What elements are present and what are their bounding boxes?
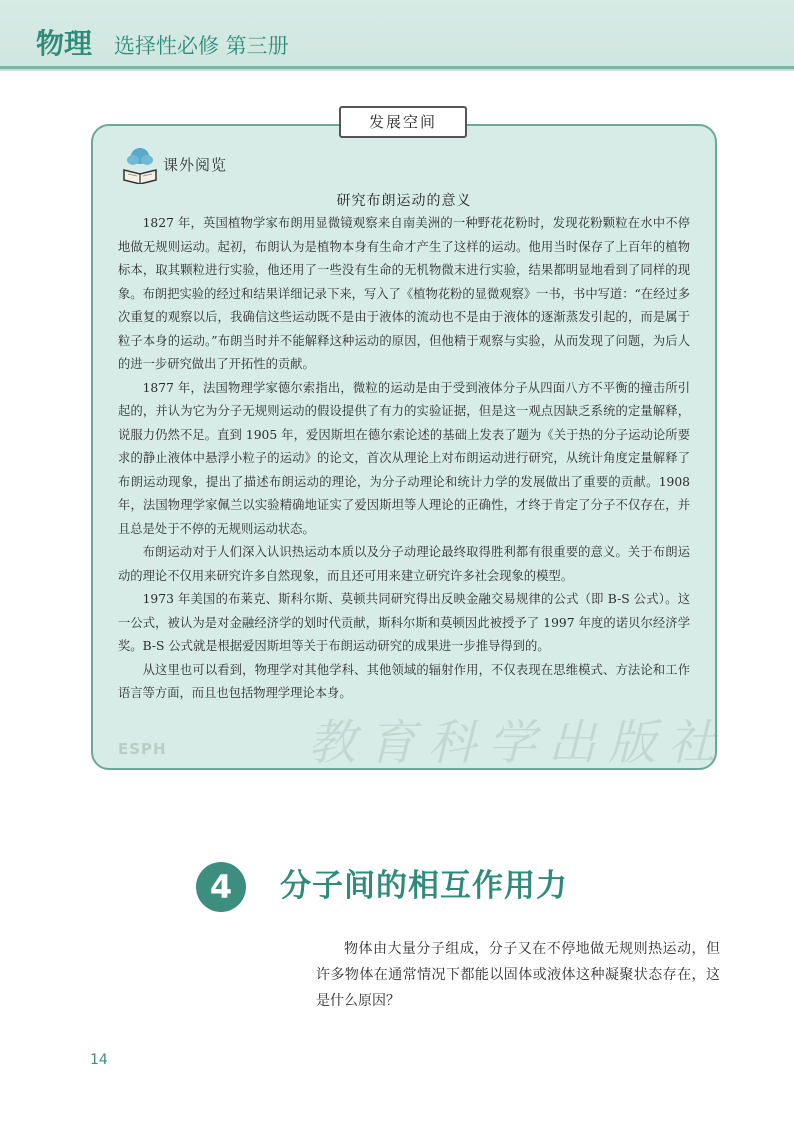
intro-paragraph: 物体由大量分子组成，分子又在不停地做无规则热运动，但许多物体在通常情况下都能以固体或液体这种凝聚状态存在，这是什么原因？ bbox=[316, 941, 720, 1009]
page-number: 14 bbox=[90, 1052, 108, 1068]
header-subject: 物理 bbox=[36, 27, 93, 60]
extracurricular-reading-label: 课外阅览 bbox=[163, 156, 228, 174]
header-book-title: 选择性必修 第三册 bbox=[114, 34, 289, 58]
article-paragraph: 从这里也可以看到，物理学对其他学科、其他领域的辐射作用，不仅表现在思维模式、方法论和工作语言等方面，而且也包括物理学理论本身。 bbox=[118, 662, 690, 700]
section-number: 4 bbox=[196, 862, 246, 912]
watermark-logo: ESPH bbox=[118, 740, 167, 758]
article-paragraph: 1973 年美国的布莱克、斯科尔斯、莫顿共同研究得出反映金融交易规律的公式（即 B-S 公式）。这一公式，被认为是对金融经济学的划时代贡献，斯科尔斯和莫顿因此被授予了 1997 年度的诺贝尔经济学奖。B-S 公式就是根据爱因斯坦等关于布朗运动研究的成果进一步推导得到的。 bbox=[118, 592, 690, 653]
watermark-text: 教育科学出版社 bbox=[308, 715, 729, 771]
section-intro bbox=[316, 936, 720, 1014]
article-paragraph: 1827 年，英国植物学家布朗用显微镜观察来自南美洲的一种野花花粉时，发现花粉颗粒在水中不停地做无规则运动。起初，布朗认为是植物本身有生命才产生了这样的运动。他用当时保存了上百年的植物标本，取其颗粒进行实验，他还用了一些没有生命的无机物微末进行实验，结果都明显地看到了同样的现象。布朗把实验的经过和结果详细记录下来，写入了《植物花粉的显微观察》一书，书中写道：“在经过多次重复的观察以后，我确信这些运动既不是由于液体的流动也不是由于液体的逐渐蒸发引起的，而是属于粒子本身的运动。”布朗当时并不能解释这种运动的原因，但他精于观察与实验，从而发现了问题，为后人的进一步研究做出了开拓性的贡献。 bbox=[118, 216, 690, 371]
article-body bbox=[118, 212, 690, 706]
page-header bbox=[0, 0, 794, 69]
box-tab-label: 发展空间 bbox=[339, 106, 467, 138]
book-reading-icon bbox=[120, 146, 160, 184]
section-title: 分子间的相互作用力 bbox=[280, 868, 568, 904]
article-paragraph: 布朗运动对于人们深入认识热运动本质以及分子动理论最终取得胜利都有很重要的意义。关于布朗运动的理论不仅用来研究许多自然现象，而且还可用来建立研究许多社会现象的模型。 bbox=[118, 545, 690, 583]
article-title: 研究布朗运动的意义 bbox=[336, 193, 472, 209]
article-paragraph: 1877 年，法国物理学家德尔索指出，微粒的运动是由于受到液体分子从四面八方不平衡的撞击所引起的，并认为它为分子无规则运动的假设提供了有力的实验证据，但是这一观点因缺乏系统的定量解释，说服力仍然不足。直到 1905 年，爱因斯坦在德尔索论述的基础上发表了题为《关于热的分子运动论所要求的静止液体中悬浮小粒子的运动》的论文，首次从理论上对布朗运动进行研究，从统计角度定量解释了布朗运动现象，提出了描述布朗运动的理论，为分子动理论和统计力学的发展做出了重要的贡献。1908 年，法国物理学家佩兰以实验精确地证实了爱因斯坦等人理论的正确性，才终于肯定了分子不仅存在，并且总是处于不停的无规则运动状态。 bbox=[118, 380, 690, 536]
